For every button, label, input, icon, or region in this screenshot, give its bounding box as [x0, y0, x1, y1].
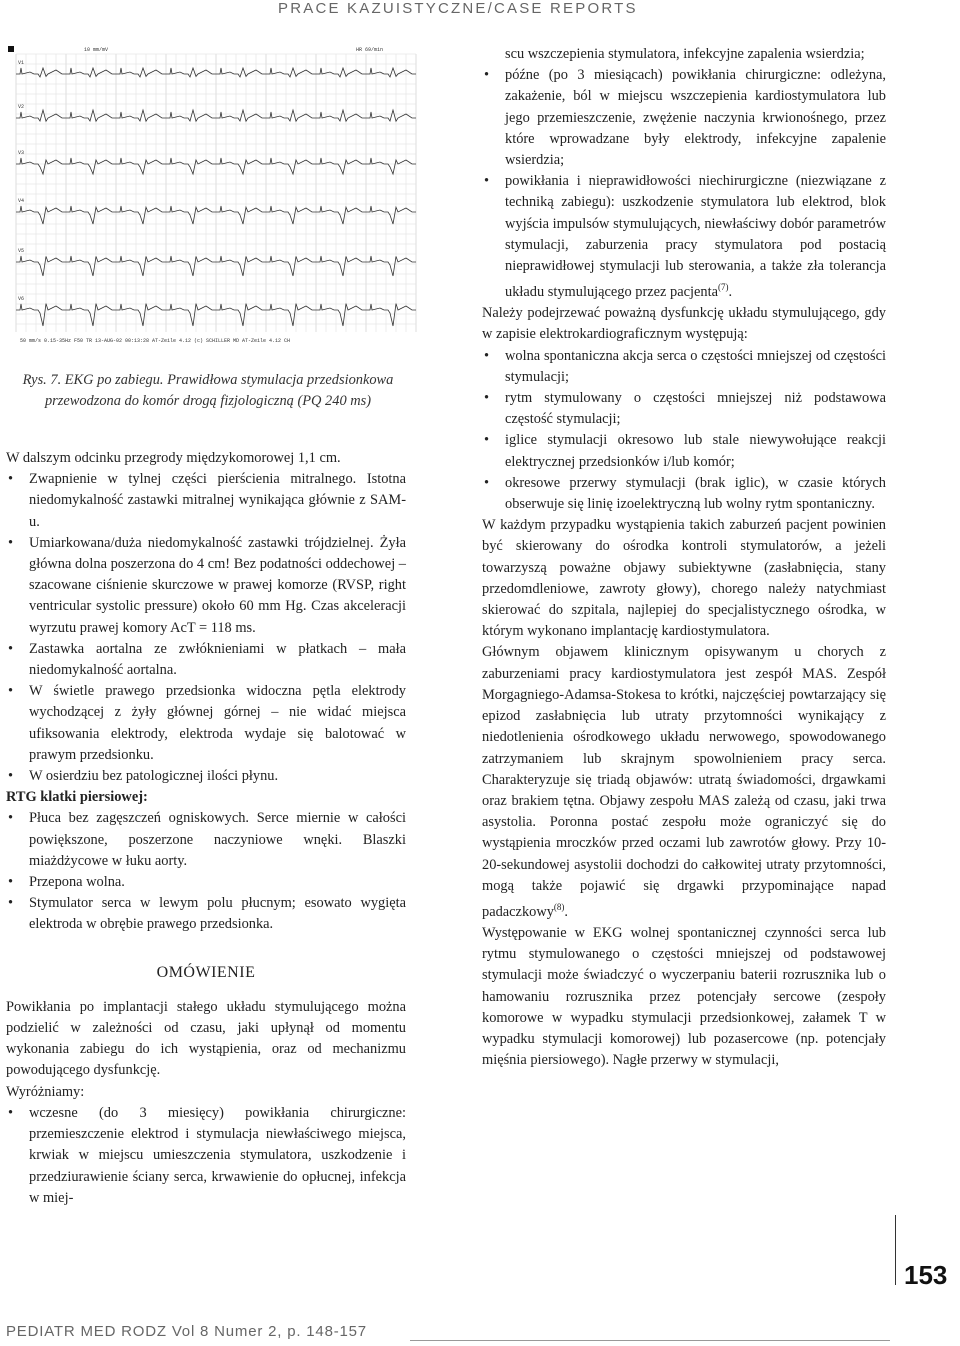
list-item: • późne (po 3 miesiącach) powikłania chirurgiczne: odleżyna, zakażenie, ból w miejscu wszczepienia kardiostymulatora lub jego przemieszczenie, zwężenie naczynia krwionośnego, przez które wprowadzane były elektrody, infekcyjne zapalenie wsierdzia; — [482, 65, 886, 171]
bullet-list — [6, 808, 406, 935]
list-item: • Płuca bez zagęszczeń ogniskowych. Serce miernie w całości powiększone, poszerzone naczyniowe wnęki. Blaszki miażdżycowe w łuku aorty. — [6, 808, 406, 872]
section-title: OMÓWIENIE — [156, 963, 256, 981]
list-item: • wolna spontaniczna akcja serca o częstości mniejszej od częstości stymulacji; — [482, 346, 886, 388]
rtg-heading: RTG klatki piersiowej: — [6, 789, 148, 806]
ecg-footer-text: 50 mm/s 0.15-35Hz F50 TR 13-AUG-02 00:13:28 AT-Zeile 4.12 (c) SCHILLER MD AT-Zeile 4.12 CH — [20, 338, 291, 344]
list-item: • powikłania i nieprawidłowości niechirurgiczne (niezwiązane z techniką zabiegu): uszkodzenie stymulatora lub elektrod, blok wyjścia impulsów stymulujących, niewłaściwy dobór parametrów stymulacji, zaburzenia pracy stymulatora pod postacią nieprawidłowej stymulacji lub sterowania, a także zła tolerancja układu stymulującego przez pacjenta$^{(7)}$. — [482, 171, 886, 303]
paragraph: Głównym objawem klinicznym opisywanym u chorych z zaburzeniami pracy kardiostymulatora jest zespół MAS. Zespół Morgagniego-Adamsa-Stokesa to krótki, najczęściej powtarzający się epizod zasłabnięcia lub utraty przytomności wynikający z niedotlenienia ośrodkowego układu nerwowego, spowodowanego zatrzymaniem lub skrajnym spowolnieniem pracy serca. Charakteryzuje się triadą objawów: utratą świadomości, drgawkami oraz brakiem tętna. Objawy zespołu MAS zależą od czasu, jaki trwa asystolia. Poronna postać zespołu może ograniczyć się do wystąpienia mroczków przed oczami lub zawrotów głowy. Przy 10-20-sekundowej asystolii dochodzi do całkowitej utraty przytomności, mogą także pojawić się drgawki przypominające napad padaczkowy$^{(8)}$. — [482, 644, 886, 920]
list-item: • iglice stymulacji okresowo lub stale niewywołujące reakcji elektrycznej przedsionków i/lub komór; — [482, 430, 886, 472]
list-item: • wczesne (do 3 miesięcy) powikłania chirurgiczne: przemieszczenie elektrod i stymulacja niewłaściwego miejsca, krwiak w miejscu umieszczenia stymulatora, uszkodzenie i przedziurawienie ściany serca, krwawienie do opłucnej, infekcja w miej- — [6, 1103, 406, 1209]
figure-marker — [8, 46, 14, 52]
list-item: • Stymulator serca w lewym polu płucnym; esowato wygięta elektroda w obrębie prawego przedsionka. — [6, 893, 406, 935]
paragraph: Wyróżniamy: — [6, 1083, 85, 1100]
bullet-list — [6, 469, 406, 787]
list-item: • W osierdziu bez patologicznej ilości płynu. — [6, 766, 406, 787]
paragraph: Należy podejrzewać poważną dysfunkcję układu stymulującego, gdy w zapisie elektrokardiograficznym występują: — [482, 305, 886, 343]
reference-8: (8) — [553, 901, 565, 912]
left-column — [6, 448, 406, 1209]
list-item: • Umiarkowana/duża niedomykalność zastawki trójdzielnej. Żyła główna dolna poszerzona do 4 cm! Bez podatności oddechowej – szacowane ciśnienie skurczowe w prawej komorze (RVSP, right ventricular systolic pressure) około 60 mm Hg. Czas akceleracji wyrzutu prawej komory AcT = 118 ms. — [6, 533, 406, 639]
page-number-rule — [895, 1215, 896, 1285]
reference-7: (7) — [717, 282, 729, 293]
paragraph: W dalszym odcinku przegrody międzykomorowej 1,1 cm. — [6, 450, 341, 466]
ecg-lead-label: V2 — [18, 104, 25, 110]
ecg-lead-label: V6 — [18, 296, 25, 302]
list-item: • rytm stymulowany o częstości mniejszej niż podstawowa częstość stymulacji; — [482, 388, 886, 430]
paragraph: Powikłania po implantacji stałego układu stymulującego można podzielić w zależności od czasu, jaki upłynął od momentu wykonania zabiegu do ich wystąpienia, oraz od mechanizmu powodującego dysfunkcję. — [6, 998, 406, 1079]
list-item: • Przepona wolna. — [6, 872, 406, 893]
bullet-list — [482, 65, 886, 303]
list-item: • W świetle prawego przedsionka widoczna pętla elektrody wychodzącej z żyły głównej górnej – nie widać miejsca ufiksowania elektrody, elektroda wydaje się balotować w prawym przedsionku. — [6, 681, 406, 766]
list-item: • Zastawka aortalna ze zwłóknieniami w płatkach – mała niedomykalność aortalna. — [6, 639, 406, 681]
paragraph: W każdym przypadku wystąpienia takich zaburzeń pacjent powinien być skierowany do ośrodka kontroli stymulatorów, a jeżeli towarzyszą poważne objawy subiektywne (zasłabnięcia, stany przedomdleniowe, zawroty głowy), chorego należy natychmiast skierować do szpitala, najlepiej do specjalistycznego ośrodka, w którym wykonano implantację kardiostymulatora. — [482, 517, 886, 640]
bullet-list — [482, 346, 886, 516]
right-column — [482, 44, 886, 1071]
paragraph-text: Głównym objawem klinicznym opisywanym u chorych z zaburzeniami pracy kardiostymulatora jest zespół MAS. Zespół Morgagniego-Adamsa-Stokesa to krótki, najczęściej powtarzający się epizod zasłabnięcia lub utraty przytomności wynikający z niedotlenienia ośrodkowego układu nerwowego, spowodowanego zatrzymaniem lub skrajnym spowolnieniem pracy serca. Charakteryzuje się triadą objawów: utratą świadomości, drgawkami oraz brakiem tętna. Objawy zespołu MAS zależą od czasu, jaki trwa asystolia. Poronna postać zespołu może ograniczyć się do wystąpienia mroczków przed oczami lub zawrotów głowy. Przy 10-20-sekundowej asystolii dochodzi do całkowitej utraty przytomności, mogą także pojawić się drgawki przypominające napad padaczkowy — [482, 644, 886, 920]
ecg-lead-label: V5 — [18, 248, 25, 254]
footer-rule — [410, 1340, 890, 1341]
figure-caption: Rys. 7. EKG po zabiegu. Prawidłowa stymulacja przedsionkowa przewodzona do komór drogą fizjologiczną (PQ 240 ms) — [22, 372, 394, 409]
ecg-lead-label: V1 — [18, 60, 25, 66]
continued-text: scu wszczepienia stymulatora, infekcyjne zapalenia wsierdzia; — [505, 46, 865, 62]
list-item: • Zwapnienie w tylnej części pierścienia mitralnego. Istotna niedomykalność zastawki mitralnej wynikająca głównie z SAM-u. — [6, 469, 406, 533]
journal-footer: PEDIATR MED RODZ Vol 8 Numer 2, p. 148-157 — [6, 1323, 367, 1340]
ecg-figure — [6, 40, 420, 358]
running-header: PRACE KAZUISTYCZNE/CASE REPORTS — [278, 0, 638, 17]
bullet-list — [6, 1103, 406, 1209]
ecg-lead-label: V4 — [18, 198, 25, 204]
page-number: 153 — [904, 1260, 948, 1290]
ecg-hr-label: HR 69/min — [356, 47, 384, 53]
list-item: • okresowe przerwy stymulacji (brak iglic), w czasie których obserwuje się linię izoelektryczną lub wolny rytm spontaniczny. — [482, 473, 886, 515]
ecg-lead-label: V3 — [18, 150, 25, 156]
ecg-speed-label: 10 mm/mV — [84, 47, 109, 53]
list-item-text: powikłania i nieprawidłowości niechirurgiczne (niezwiązane z techniką zabiegu): uszkodzenie stymulatora lub elektrod, blok wyjścia impulsów stymulujących, niewłaściwy dobór parametrów stymulacji, zaburzenia pracy stymulatora pod postacią nieprawidłowej stymulacji lub sterowania, a także zła tolerancja układu stymulującego przez pacjenta — [505, 173, 886, 301]
paragraph: Występowanie w EKG wolnej spontanicznej czynności serca lub rytmu stymulowanego o częstości mniejszej od podstawowej stymulacji może świadczyć o wyczerpaniu baterii rozrusznika lub o hamowaniu rozrusznika przez potencjały sercowe (zespoły komorowe w wypadku stymulacji przedsionkowej, załamek T w wypadku stymulacji komorowej) lub pozasercowe (np. potencjały mięśnia piersiowego). Nagłe przerwy w stymulacji, — [482, 924, 886, 1069]
